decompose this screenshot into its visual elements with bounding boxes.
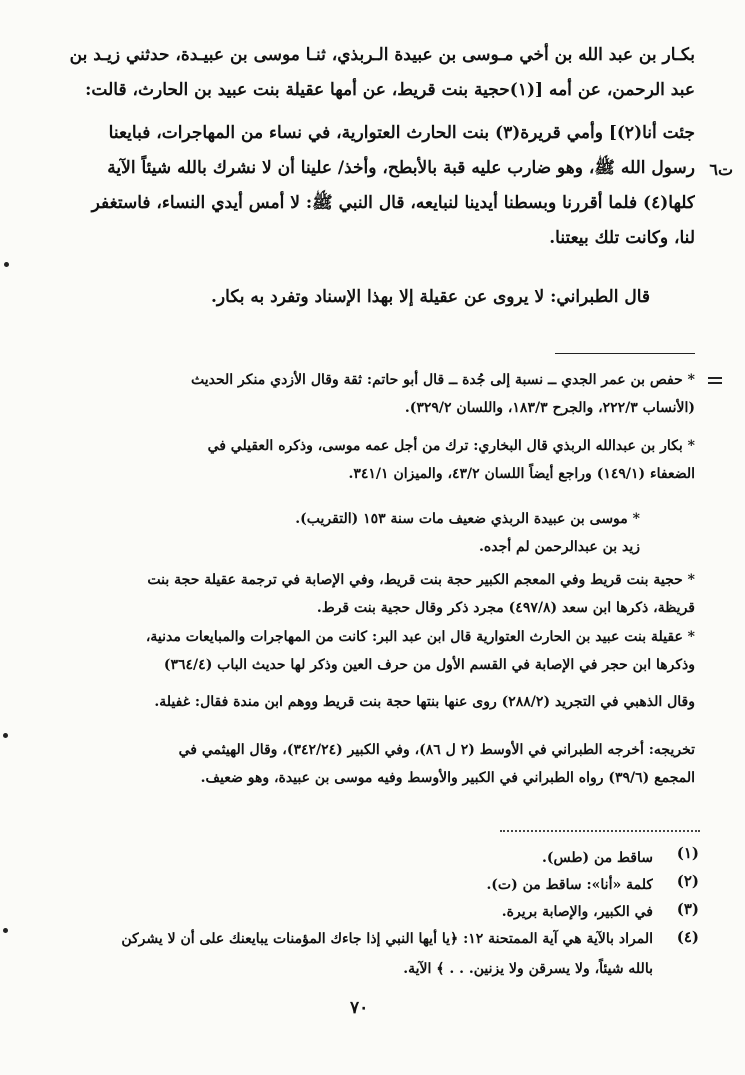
footnote-text (53, 924, 653, 984)
text-line: كلها(٤) فلما أقررنا وبسطنا أيدينا لنبايعه، قال النبي ﷺ: لا أمس أيدي النساء، فاستغفر (91, 193, 695, 213)
note-line: الضعفاء (١٤٩/١) وراجع أيضاً اللسان ٤٣/٢، والميزان ٣٤١/١. (348, 466, 695, 482)
text-line: رسول الله ﷺ، وهو ضارب عليه قبة بالأبطح، وأخذ/ علينا أن لا نشرك بالله شيئاً الآية (107, 158, 695, 178)
note-musa (55, 505, 640, 561)
note-line: * بكار بن عبدالله الربذي قال البخاري: ترك من أجل عمه موسى، وذكره العقيلي في (207, 438, 695, 454)
footnote-text (53, 843, 653, 873)
note-line: (الأنساب ٢٢٢/٣، والجرح ١٨٣/٣، واللسان ٣٢٩/٢). (404, 400, 695, 416)
footnote-number: (٤) (676, 928, 699, 946)
note-line: زيد بن عبدالرحمن لم أجده. (479, 539, 640, 555)
note-aqila (55, 623, 695, 679)
footnote-text (53, 870, 653, 900)
text-line: جئت أنا(٢)] وأمي قريرة(٣) بنت الحارث العتوارية، في نساء من المهاجرات، فبايعنا (108, 123, 695, 143)
note-dhahabi (55, 688, 695, 716)
footnote-divider (500, 830, 700, 832)
footnote-line: بالله شيئاً، ولا يسرقن ولا يزنين. . . ﴾ الآية. (403, 961, 653, 977)
scan-speck (4, 262, 9, 267)
note-line: قريظة، ذكرها ابن سعد (٤٩٧/٨) مجرد ذكر وقال حجية بنت قرط. (316, 600, 695, 616)
footnote-line: كلمة «أنا»: ساقط من (ت). (486, 877, 653, 893)
text-line: عبد الرحمن، عن أمه [(١)حجية بنت قريط، عن أمها عقيلة بنت عبيد بن الحارث، قالت: (85, 80, 695, 100)
manuscript-margin-mark: ت٦ (709, 160, 733, 179)
main-paragraph-2 (55, 116, 695, 256)
note-line: * حجية بنت قريط وفي المعجم الكبير حجة بنت قريط، وفي الإصابة في ترجمة عقيلة حجة بنت (147, 572, 695, 588)
footnote-number: (٢) (676, 872, 699, 890)
text-line: لنا، وكانت تلك بيعتنا. (549, 228, 695, 248)
note-line: وذكرها ابن حجر في الإصابة في القسم الأول من حرف العين وذكر لها حديث الباب (٣٦٤/٤) (163, 657, 695, 673)
footnote-number: (١) (676, 844, 699, 862)
note-line: تخريجه: أخرجه الطبراني في الأوسط (٢ ل ٨٦)، وفي الكبير (٣٤٢/٢٤)، وقال الهيثمي في (178, 742, 695, 758)
text-line: بكـار بن عبد الله بن أخي مـوسى بن عبيدة الـربذي، ثنـا موسى بن عبيـدة، حدثني زيـد بن (69, 45, 695, 65)
text-line: قال الطبراني: لا يروى عن عقيلة إلا بهذا الإسناد وتفرد به بكار. (211, 287, 650, 307)
note-hujayya (55, 566, 695, 622)
note-hafs (55, 366, 695, 422)
note-bakkar (55, 432, 695, 488)
continuation-mark (708, 377, 722, 387)
page-number: ٧٠ (350, 998, 369, 1018)
note-line: المجمع (٣٩/٦) رواه الطبراني في الكبير والأوسط وفيه موسى بن عبيدة، وهو ضعيف. (200, 770, 695, 786)
main-paragraph-3 (50, 280, 650, 315)
note-line: * حفص بن عمر الجدي ــ نسبة إلى جُدة ــ قال أبو حاتم: ثقة وقال الأزدي منكر الحديث (191, 372, 695, 388)
footnote-line: في الكبير، والإصابة بريرة. (501, 904, 653, 920)
note-line: * عقيلة بنت عبيد بن الحارث العتوارية قال ابن عبد البر: كانت من المهاجرات والمبايعات مدنية، (145, 629, 695, 645)
scan-speck (3, 928, 8, 933)
section-divider (555, 353, 695, 354)
footnote-number: (٣) (676, 900, 699, 918)
main-paragraph-1 (55, 38, 695, 108)
note-takhrij (55, 736, 695, 792)
footnote-line: المراد بالآية هي آية الممتحنة ١٢: ﴿يا أيها النبي إذا جاءك المؤمنات يبايعنك على أن لا يشركن (121, 931, 653, 947)
footnote-line: ساقط من (طس). (542, 850, 653, 866)
scan-speck (3, 733, 8, 738)
footnote-text (53, 897, 653, 927)
note-line: * موسى بن عبيدة الربذي ضعيف مات سنة ١٥٣ (التقريب). (295, 511, 640, 527)
note-line: وقال الذهبي في التجريد (٢٨٨/٢) روى عنها بنتها حجة بنت قريط ووهم ابن مندة فقال: غفيلة. (154, 694, 695, 710)
